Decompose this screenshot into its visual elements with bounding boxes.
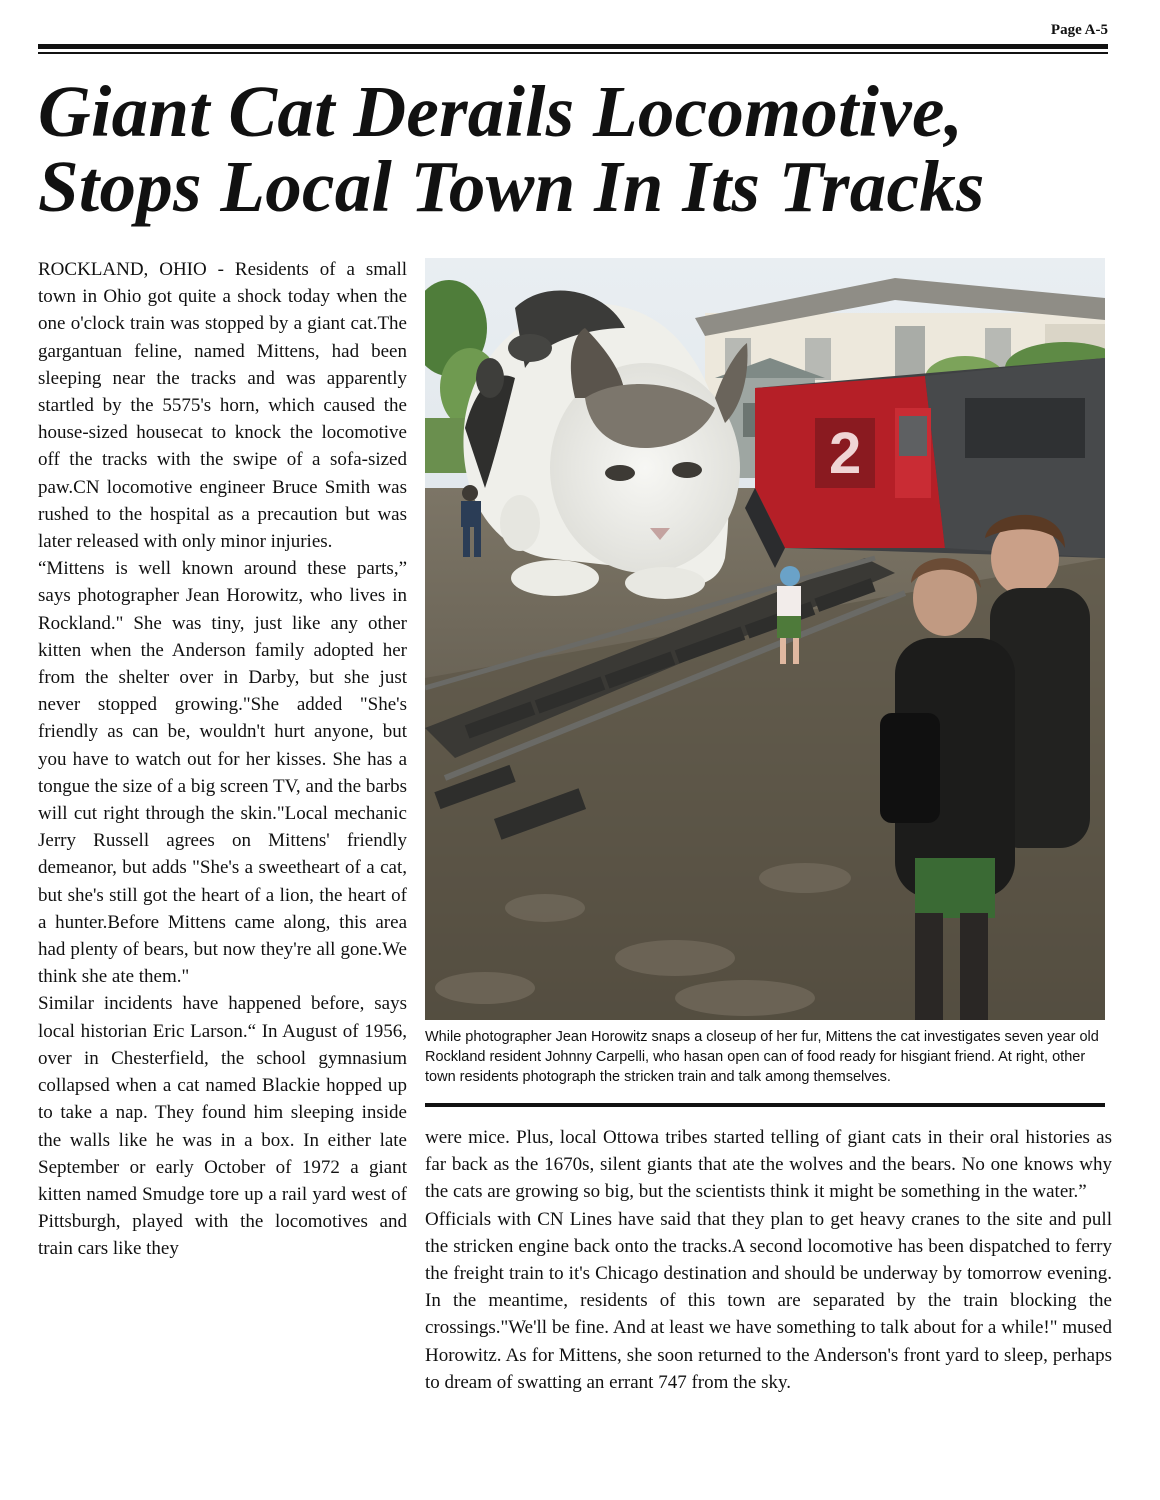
article-left-column (38, 256, 407, 1263)
article-paragraph-3: Similar incidents have happened before, says local historian Eric Larson.“ In August of 1956, over in Chesterfield, the school gymnasium collapsed when a cat named Blackie hopped up to take a nap. They found him sleeping inside the walls like he was in a box. In either late September or early October of 1972 a giant kitten named Smudge tore up a rail yard west of Pittsburgh, played with the locomotives and train cars like they (38, 993, 407, 1260)
headline-line-2: Stops Local Town In Its Tracks (38, 146, 985, 227)
photo-caption: While photographer Jean Horowitz snaps a closeup of her fur, Mittens the cat investigates seven year old Rockland resident Johnny Carpelli, who hasan open can of food ready for hisgiant friend. At right, other town residents photograph the stricken train and talk among themselves. (425, 1029, 1099, 1085)
header-rule-thin (38, 52, 1108, 54)
article-paragraph-2: “Mittens is well known around these parts,” says photographer Jean Horowitz, who lives in Rockland." She was tiny, just like any other kitten when the Anderson family adopted her from the shelter over in Darby, but she just never stopped growing."She added "She's friendly as can be, wouldn't hurt anyone, but you have to watch out for her kisses. She has a tongue the size of a big screen TV, and the barbs will cut right through the skin."Local mechanic Jerry Russell agrees on Mittens' friendly demeanor, but adds "She's a sweetheart of a cat, but she's still got the heart of a lion, the heart of a hunter.Before Mittens came along, this area had plenty of bears, but now they're all gone.We think she ate them." (38, 558, 407, 988)
headline-line-1: Giant Cat Derails Locomotive, (38, 71, 964, 152)
page-number: Page A-5 (1050, 22, 1108, 38)
article-photo (425, 258, 1105, 1020)
article-bottom-column (425, 1124, 1112, 1396)
article-paragraph-5: Officials with CN Lines have said that they plan to get heavy cranes to the site and pull the stricken engine back onto the tracks.A second locomotive has been dispatched to ferry the freight train to it's Chicago destination and should be underway by tomorrow evening. In the meantime, residents of this town are separated by the train blocking the crossings."We'll be fine. And at least we have something to talk about for a while!" mused Horowitz. As for Mittens, she soon returned to the Anderson's front yard to sleep, perhaps to dream of swatting an errant 747 from the sky. (425, 1208, 1112, 1393)
article-paragraph-1: ROCKLAND, OHIO - Residents of a small town in Ohio got quite a shock today when the one o'clock train was stopped by a giant cat.The gargantuan feline, named Mittens, had been sleeping near the tracks and was apparently startled by the 5575's horn, which caused the house-sized housecat to knock the locomotive off the tracks with the swipe of a sofa-sized paw.CN locomotive engineer Bruce Smith was rushed to the hospital as a precaution but was later released with only minor injuries. (38, 259, 407, 553)
locomotive-number: 2 (829, 421, 862, 486)
caption-rule (425, 1103, 1105, 1107)
headline (38, 71, 1128, 227)
article-paragraph-4: were mice. Plus, local Ottowa tribes started telling of giant cats in their oral histories as far back as the 1670s, silent giants that ate the wolves and the bears. No one knows why the cats are growing so big, but the scientists think it might be something in the water.” (425, 1127, 1112, 1203)
header-rule-thick (38, 44, 1108, 49)
